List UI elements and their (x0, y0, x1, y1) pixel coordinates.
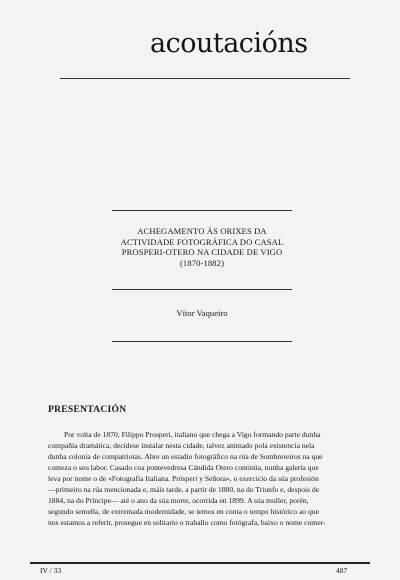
body-line: comeza o seu labor. Casado coa pontevedresa Cándida Otero continúa, nunha galería que (48, 463, 319, 472)
masthead-rule (60, 78, 350, 79)
body-line: compañía dramática, decídese instalar nesta cidade, talvez animado pola existencia nela (48, 441, 315, 450)
article-author: Vítor Vaqueiro (176, 308, 228, 318)
author-rule (112, 341, 292, 342)
body-line: —primeiro na rúa mencionada e, máis tarde, a partir de 1880, na do Triunfo e, despois de (48, 485, 320, 494)
body-line: leva por nome o de «Fotografía Italiana. Prósperi y Señora», o exercicio da súa profesión (48, 474, 319, 483)
body-line: 1884, na do Príncipe— até o ano da súa morte, ocorrida en 1899. A súa muller, porén, (48, 496, 309, 505)
journal-masthead: acoutacións (150, 28, 308, 59)
body-line: nos estamos a referir, prosegue en solitario o traballo como fotógrafa, baixo o nome comer- (48, 518, 326, 527)
footer-rule (30, 562, 370, 564)
title-top-rule (112, 210, 292, 211)
body-line: segundo semella, de extremada modernidade, se temos en conta o tempo histórico ao que (48, 507, 319, 516)
body-line: dunha colonia de compatriotas. Abre un estadio fotográfico na rúa de Sombrereiros na que (48, 452, 323, 461)
article-title-dates: (1870-1882) (179, 257, 225, 268)
body-line: Por volta de 1870, Filippo Prosperi, italiano que chega a Vigo formando parte dunha (64, 430, 321, 439)
article-title (100, 226, 304, 268)
section-heading: PRESENTACIÓN (48, 405, 127, 415)
issue-number: IV / 33 (40, 566, 62, 575)
page-number: 487 (336, 566, 348, 575)
article-title-line: ACTIVIDADE FOTOGRÁFICA DO CASAL (120, 236, 284, 247)
article-title-line: ACHEGAMENTO ÁS ORIXES DA (137, 226, 267, 236)
title-bottom-rule (112, 289, 292, 290)
article-title-line: PROSPERI-OTERO NA CIDADE DE VIGO (121, 247, 283, 257)
article-body (48, 429, 358, 528)
